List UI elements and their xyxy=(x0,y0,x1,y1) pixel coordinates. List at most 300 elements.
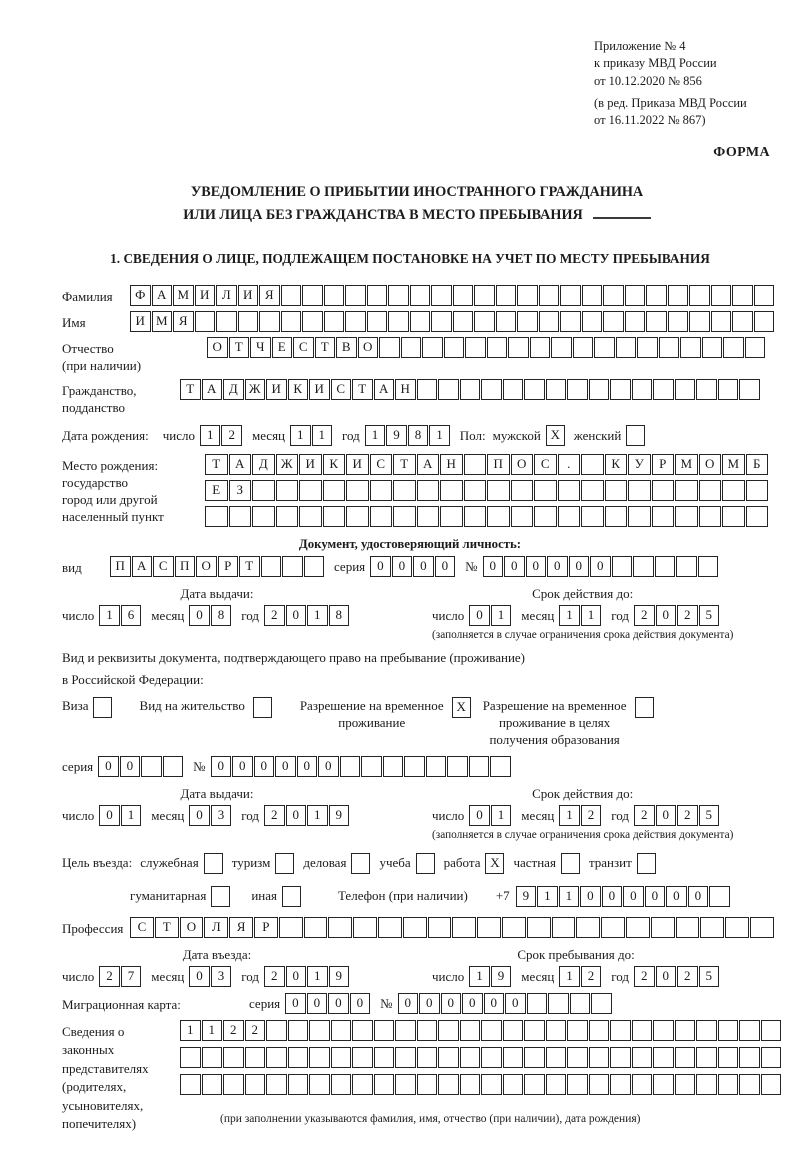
char-cell[interactable] xyxy=(481,379,502,400)
char-cell[interactable]: 8 xyxy=(329,605,350,626)
char-cell[interactable]: П xyxy=(110,556,131,577)
char-cell[interactable]: Н xyxy=(440,454,463,475)
char-cell[interactable]: 0 xyxy=(547,556,568,577)
char-cell[interactable] xyxy=(711,311,732,332)
char-cell[interactable] xyxy=(464,506,487,527)
char-cell[interactable] xyxy=(444,337,465,358)
char-cell[interactable]: Ч xyxy=(250,337,271,358)
char-cell[interactable] xyxy=(431,285,452,306)
char-cell[interactable] xyxy=(655,556,676,577)
char-cell[interactable] xyxy=(410,311,431,332)
char-cell[interactable] xyxy=(261,556,282,577)
char-cell[interactable] xyxy=(675,1020,696,1041)
char-cell[interactable]: 1 xyxy=(469,966,490,987)
char-cell[interactable] xyxy=(367,285,388,306)
char-cell[interactable] xyxy=(675,379,696,400)
char-cell[interactable] xyxy=(675,1047,696,1068)
char-cell[interactable] xyxy=(594,337,615,358)
char-cell[interactable] xyxy=(245,1047,266,1068)
char-cell[interactable] xyxy=(603,285,624,306)
char-cell[interactable] xyxy=(205,506,228,527)
char-cell[interactable] xyxy=(367,311,388,332)
char-cell[interactable] xyxy=(573,337,594,358)
char-cell[interactable] xyxy=(534,506,557,527)
char-cell[interactable] xyxy=(403,917,427,938)
char-cell[interactable] xyxy=(632,1047,653,1068)
char-cell[interactable] xyxy=(395,1020,416,1041)
char-cell[interactable]: 0 xyxy=(370,556,391,577)
char-cell[interactable]: М xyxy=(675,454,698,475)
char-cell[interactable] xyxy=(431,311,452,332)
char-cell[interactable]: 9 xyxy=(491,966,512,987)
visa-checkbox[interactable] xyxy=(93,697,112,718)
char-cell[interactable] xyxy=(746,480,769,501)
char-cell[interactable] xyxy=(395,1047,416,1068)
char-cell[interactable] xyxy=(696,1047,717,1068)
char-cell[interactable] xyxy=(465,337,486,358)
char-cell[interactable]: 0 xyxy=(688,886,709,907)
char-cell[interactable]: 1 xyxy=(491,805,512,826)
char-cell[interactable] xyxy=(539,285,560,306)
char-cell[interactable] xyxy=(503,1020,524,1041)
char-cell[interactable] xyxy=(723,337,744,358)
char-cell[interactable]: 0 xyxy=(435,556,456,577)
char-cell[interactable] xyxy=(746,506,769,527)
char-cell[interactable] xyxy=(477,917,501,938)
char-cell[interactable] xyxy=(653,1020,674,1041)
char-cell[interactable] xyxy=(601,917,625,938)
char-cell[interactable]: Т xyxy=(180,379,201,400)
char-cell[interactable]: О xyxy=(207,337,228,358)
char-cell[interactable] xyxy=(440,480,463,501)
char-cell[interactable] xyxy=(546,1047,567,1068)
char-cell[interactable]: Т xyxy=(393,454,416,475)
char-cell[interactable]: С xyxy=(130,917,154,938)
char-cell[interactable] xyxy=(508,337,529,358)
char-cell[interactable] xyxy=(417,1020,438,1041)
char-cell[interactable] xyxy=(331,1074,352,1095)
char-cell[interactable]: 1 xyxy=(121,805,142,826)
char-cell[interactable]: Д xyxy=(223,379,244,400)
char-cell[interactable]: А xyxy=(374,379,395,400)
char-cell[interactable] xyxy=(689,285,710,306)
char-cell[interactable]: . xyxy=(558,454,581,475)
char-cell[interactable]: 0 xyxy=(645,886,666,907)
char-cell[interactable] xyxy=(426,756,447,777)
char-cell[interactable]: Ф xyxy=(130,285,151,306)
char-cell[interactable] xyxy=(603,311,624,332)
char-cell[interactable] xyxy=(288,1020,309,1041)
char-cell[interactable] xyxy=(680,337,701,358)
char-cell[interactable]: Б xyxy=(746,454,769,475)
char-cell[interactable] xyxy=(299,480,322,501)
char-cell[interactable] xyxy=(511,506,534,527)
char-cell[interactable] xyxy=(281,311,302,332)
char-cell[interactable] xyxy=(460,1047,481,1068)
char-cell[interactable]: О xyxy=(699,454,722,475)
char-cell[interactable] xyxy=(653,1047,674,1068)
char-cell[interactable]: 0 xyxy=(211,756,232,777)
char-cell[interactable]: 8 xyxy=(408,425,429,446)
char-cell[interactable]: Т xyxy=(155,917,179,938)
char-cell[interactable] xyxy=(625,285,646,306)
char-cell[interactable] xyxy=(417,1047,438,1068)
char-cell[interactable]: Т xyxy=(352,379,373,400)
char-cell[interactable] xyxy=(309,1020,330,1041)
char-cell[interactable]: 3 xyxy=(211,966,232,987)
char-cell[interactable] xyxy=(511,480,534,501)
char-cell[interactable]: 0 xyxy=(350,993,371,1014)
char-cell[interactable]: М xyxy=(173,285,194,306)
char-cell[interactable] xyxy=(417,379,438,400)
char-cell[interactable] xyxy=(323,480,346,501)
char-cell[interactable] xyxy=(582,311,603,332)
char-cell[interactable] xyxy=(699,506,722,527)
char-cell[interactable]: И xyxy=(299,454,322,475)
char-cell[interactable]: 0 xyxy=(297,756,318,777)
char-cell[interactable]: 0 xyxy=(569,556,590,577)
char-cell[interactable] xyxy=(370,480,393,501)
char-cell[interactable] xyxy=(548,993,569,1014)
char-cell[interactable] xyxy=(761,1047,782,1068)
purpose-private-checkbox[interactable] xyxy=(561,853,580,874)
char-cell[interactable] xyxy=(567,1074,588,1095)
char-cell[interactable]: 0 xyxy=(254,756,275,777)
char-cell[interactable] xyxy=(328,917,352,938)
char-cell[interactable]: 0 xyxy=(419,993,440,1014)
male-checkbox[interactable]: X xyxy=(546,425,565,446)
char-cell[interactable]: 2 xyxy=(223,1020,244,1041)
char-cell[interactable] xyxy=(625,311,646,332)
char-cell[interactable] xyxy=(668,311,689,332)
char-cell[interactable] xyxy=(302,285,323,306)
char-cell[interactable] xyxy=(632,1074,653,1095)
char-cell[interactable]: 0 xyxy=(275,756,296,777)
char-cell[interactable] xyxy=(761,1074,782,1095)
char-cell[interactable] xyxy=(323,506,346,527)
char-cell[interactable]: 0 xyxy=(656,966,677,987)
char-cell[interactable] xyxy=(352,1020,373,1041)
char-cell[interactable] xyxy=(252,480,275,501)
char-cell[interactable] xyxy=(496,285,517,306)
char-cell[interactable] xyxy=(551,337,572,358)
char-cell[interactable] xyxy=(722,506,745,527)
char-cell[interactable] xyxy=(163,756,184,777)
char-cell[interactable] xyxy=(395,1074,416,1095)
char-cell[interactable] xyxy=(589,1020,610,1041)
char-cell[interactable] xyxy=(709,886,730,907)
char-cell[interactable] xyxy=(238,311,259,332)
char-cell[interactable] xyxy=(628,480,651,501)
char-cell[interactable]: 9 xyxy=(329,805,350,826)
char-cell[interactable] xyxy=(582,285,603,306)
char-cell[interactable]: Т xyxy=(239,556,260,577)
char-cell[interactable] xyxy=(689,311,710,332)
char-cell[interactable] xyxy=(605,506,628,527)
char-cell[interactable] xyxy=(180,1047,201,1068)
char-cell[interactable] xyxy=(668,285,689,306)
char-cell[interactable] xyxy=(699,480,722,501)
char-cell[interactable] xyxy=(711,285,732,306)
char-cell[interactable] xyxy=(610,1074,631,1095)
char-cell[interactable] xyxy=(202,1074,223,1095)
purpose-humanitarian-checkbox[interactable] xyxy=(211,886,230,907)
rvp-education-checkbox[interactable] xyxy=(635,697,654,718)
char-cell[interactable] xyxy=(527,917,551,938)
char-cell[interactable] xyxy=(676,917,700,938)
char-cell[interactable]: И xyxy=(309,379,330,400)
char-cell[interactable] xyxy=(591,993,612,1014)
char-cell[interactable] xyxy=(581,454,604,475)
char-cell[interactable]: 0 xyxy=(328,993,349,1014)
char-cell[interactable] xyxy=(570,993,591,1014)
char-cell[interactable]: 2 xyxy=(677,605,698,626)
char-cell[interactable]: А xyxy=(417,454,440,475)
char-cell[interactable] xyxy=(481,1074,502,1095)
char-cell[interactable] xyxy=(524,1047,545,1068)
purpose-business-checkbox[interactable] xyxy=(351,853,370,874)
char-cell[interactable]: 0 xyxy=(99,805,120,826)
char-cell[interactable] xyxy=(560,311,581,332)
char-cell[interactable] xyxy=(700,917,724,938)
char-cell[interactable] xyxy=(481,1020,502,1041)
char-cell[interactable] xyxy=(452,917,476,938)
char-cell[interactable] xyxy=(718,1020,739,1041)
char-cell[interactable]: 0 xyxy=(469,805,490,826)
char-cell[interactable] xyxy=(487,506,510,527)
char-cell[interactable] xyxy=(637,337,658,358)
char-cell[interactable]: 0 xyxy=(232,756,253,777)
char-cell[interactable]: 9 xyxy=(516,886,537,907)
char-cell[interactable]: Л xyxy=(216,285,237,306)
char-cell[interactable]: 1 xyxy=(312,425,333,446)
char-cell[interactable] xyxy=(453,285,474,306)
char-cell[interactable]: И xyxy=(266,379,287,400)
char-cell[interactable] xyxy=(739,1020,760,1041)
char-cell[interactable] xyxy=(404,756,425,777)
char-cell[interactable] xyxy=(352,1047,373,1068)
char-cell[interactable] xyxy=(353,917,377,938)
char-cell[interactable] xyxy=(447,756,468,777)
char-cell[interactable] xyxy=(754,285,775,306)
char-cell[interactable] xyxy=(304,917,328,938)
char-cell[interactable]: О xyxy=(196,556,217,577)
char-cell[interactable] xyxy=(581,506,604,527)
char-cell[interactable]: 1 xyxy=(202,1020,223,1041)
char-cell[interactable]: 0 xyxy=(469,605,490,626)
char-cell[interactable] xyxy=(352,1074,373,1095)
char-cell[interactable]: О xyxy=(358,337,379,358)
char-cell[interactable]: 0 xyxy=(307,993,328,1014)
char-cell[interactable]: 2 xyxy=(634,605,655,626)
char-cell[interactable]: 2 xyxy=(245,1020,266,1041)
char-cell[interactable]: 2 xyxy=(264,966,285,987)
residence-permit-checkbox[interactable] xyxy=(253,697,272,718)
char-cell[interactable] xyxy=(626,917,650,938)
char-cell[interactable] xyxy=(374,1047,395,1068)
char-cell[interactable] xyxy=(288,1074,309,1095)
char-cell[interactable]: 2 xyxy=(221,425,242,446)
char-cell[interactable] xyxy=(331,1020,352,1041)
char-cell[interactable]: 6 xyxy=(121,605,142,626)
char-cell[interactable] xyxy=(361,756,382,777)
char-cell[interactable] xyxy=(401,337,422,358)
char-cell[interactable]: 1 xyxy=(99,605,120,626)
char-cell[interactable]: 1 xyxy=(559,605,580,626)
char-cell[interactable] xyxy=(524,379,545,400)
char-cell[interactable]: 0 xyxy=(286,805,307,826)
char-cell[interactable]: С xyxy=(293,337,314,358)
char-cell[interactable]: 0 xyxy=(526,556,547,577)
char-cell[interactable] xyxy=(379,337,400,358)
char-cell[interactable]: 0 xyxy=(656,805,677,826)
char-cell[interactable] xyxy=(503,1047,524,1068)
char-cell[interactable]: 1 xyxy=(559,805,580,826)
char-cell[interactable] xyxy=(490,756,511,777)
char-cell[interactable]: 1 xyxy=(180,1020,201,1041)
char-cell[interactable] xyxy=(202,1047,223,1068)
char-cell[interactable]: П xyxy=(175,556,196,577)
char-cell[interactable]: Р xyxy=(218,556,239,577)
char-cell[interactable] xyxy=(503,379,524,400)
char-cell[interactable] xyxy=(469,756,490,777)
char-cell[interactable]: З xyxy=(229,480,252,501)
char-cell[interactable]: 2 xyxy=(677,805,698,826)
char-cell[interactable]: 5 xyxy=(699,966,720,987)
char-cell[interactable]: 2 xyxy=(634,966,655,987)
char-cell[interactable]: А xyxy=(152,285,173,306)
char-cell[interactable]: 0 xyxy=(286,966,307,987)
char-cell[interactable]: И xyxy=(130,311,151,332)
char-cell[interactable]: Я xyxy=(229,917,253,938)
char-cell[interactable]: К xyxy=(288,379,309,400)
char-cell[interactable] xyxy=(345,311,366,332)
char-cell[interactable] xyxy=(266,1020,287,1041)
char-cell[interactable]: М xyxy=(152,311,173,332)
char-cell[interactable]: 1 xyxy=(290,425,311,446)
char-cell[interactable]: С xyxy=(370,454,393,475)
char-cell[interactable] xyxy=(696,1074,717,1095)
char-cell[interactable] xyxy=(453,311,474,332)
char-cell[interactable] xyxy=(739,379,760,400)
char-cell[interactable]: Т xyxy=(315,337,336,358)
char-cell[interactable] xyxy=(281,285,302,306)
char-cell[interactable] xyxy=(546,379,567,400)
char-cell[interactable] xyxy=(560,285,581,306)
char-cell[interactable]: 5 xyxy=(699,605,720,626)
char-cell[interactable] xyxy=(605,480,628,501)
char-cell[interactable] xyxy=(195,311,216,332)
char-cell[interactable]: Р xyxy=(254,917,278,938)
char-cell[interactable]: 0 xyxy=(505,993,526,1014)
char-cell[interactable] xyxy=(718,1047,739,1068)
char-cell[interactable] xyxy=(698,556,719,577)
char-cell[interactable]: И xyxy=(346,454,369,475)
char-cell[interactable] xyxy=(646,285,667,306)
char-cell[interactable] xyxy=(675,1074,696,1095)
char-cell[interactable] xyxy=(460,1020,481,1041)
female-checkbox[interactable] xyxy=(626,425,645,446)
char-cell[interactable] xyxy=(309,1047,330,1068)
char-cell[interactable]: 2 xyxy=(677,966,698,987)
char-cell[interactable] xyxy=(417,1074,438,1095)
char-cell[interactable] xyxy=(417,480,440,501)
char-cell[interactable]: 1 xyxy=(559,886,580,907)
char-cell[interactable] xyxy=(754,311,775,332)
purpose-other-checkbox[interactable] xyxy=(282,886,301,907)
purpose-transit-checkbox[interactable] xyxy=(637,853,656,874)
char-cell[interactable]: 5 xyxy=(699,805,720,826)
char-cell[interactable]: Ж xyxy=(245,379,266,400)
char-cell[interactable]: 0 xyxy=(483,556,504,577)
char-cell[interactable] xyxy=(259,311,280,332)
char-cell[interactable]: 0 xyxy=(484,993,505,1014)
char-cell[interactable]: 1 xyxy=(307,605,328,626)
char-cell[interactable] xyxy=(702,337,723,358)
char-cell[interactable] xyxy=(725,917,749,938)
char-cell[interactable] xyxy=(276,506,299,527)
char-cell[interactable] xyxy=(739,1047,760,1068)
char-cell[interactable]: 1 xyxy=(429,425,450,446)
char-cell[interactable] xyxy=(276,480,299,501)
char-cell[interactable] xyxy=(696,1020,717,1041)
purpose-study-checkbox[interactable] xyxy=(416,853,435,874)
char-cell[interactable] xyxy=(460,1074,481,1095)
char-cell[interactable] xyxy=(460,379,481,400)
char-cell[interactable] xyxy=(464,454,487,475)
char-cell[interactable]: 0 xyxy=(398,993,419,1014)
char-cell[interactable] xyxy=(646,311,667,332)
char-cell[interactable] xyxy=(558,506,581,527)
char-cell[interactable]: 0 xyxy=(602,886,623,907)
char-cell[interactable]: Я xyxy=(173,311,194,332)
char-cell[interactable]: И xyxy=(238,285,259,306)
char-cell[interactable]: 1 xyxy=(307,966,328,987)
char-cell[interactable] xyxy=(438,1047,459,1068)
char-cell[interactable] xyxy=(589,1074,610,1095)
char-cell[interactable] xyxy=(252,506,275,527)
char-cell[interactable] xyxy=(383,756,404,777)
char-cell[interactable] xyxy=(302,311,323,332)
char-cell[interactable]: 0 xyxy=(656,605,677,626)
char-cell[interactable] xyxy=(546,1074,567,1095)
char-cell[interactable] xyxy=(589,1047,610,1068)
char-cell[interactable] xyxy=(567,1020,588,1041)
char-cell[interactable] xyxy=(732,285,753,306)
char-cell[interactable]: Д xyxy=(252,454,275,475)
char-cell[interactable]: Т xyxy=(205,454,228,475)
char-cell[interactable] xyxy=(216,311,237,332)
char-cell[interactable]: У xyxy=(628,454,651,475)
char-cell[interactable] xyxy=(732,311,753,332)
char-cell[interactable]: Р xyxy=(652,454,675,475)
char-cell[interactable] xyxy=(223,1074,244,1095)
char-cell[interactable] xyxy=(696,379,717,400)
char-cell[interactable] xyxy=(309,1074,330,1095)
char-cell[interactable]: 1 xyxy=(491,605,512,626)
char-cell[interactable] xyxy=(266,1047,287,1068)
char-cell[interactable] xyxy=(331,1047,352,1068)
char-cell[interactable] xyxy=(346,506,369,527)
char-cell[interactable]: 3 xyxy=(211,805,232,826)
char-cell[interactable]: 0 xyxy=(318,756,339,777)
char-cell[interactable] xyxy=(393,506,416,527)
char-cell[interactable] xyxy=(552,917,576,938)
char-cell[interactable]: 0 xyxy=(623,886,644,907)
char-cell[interactable] xyxy=(141,756,162,777)
char-cell[interactable]: 1 xyxy=(365,425,386,446)
char-cell[interactable] xyxy=(610,1047,631,1068)
